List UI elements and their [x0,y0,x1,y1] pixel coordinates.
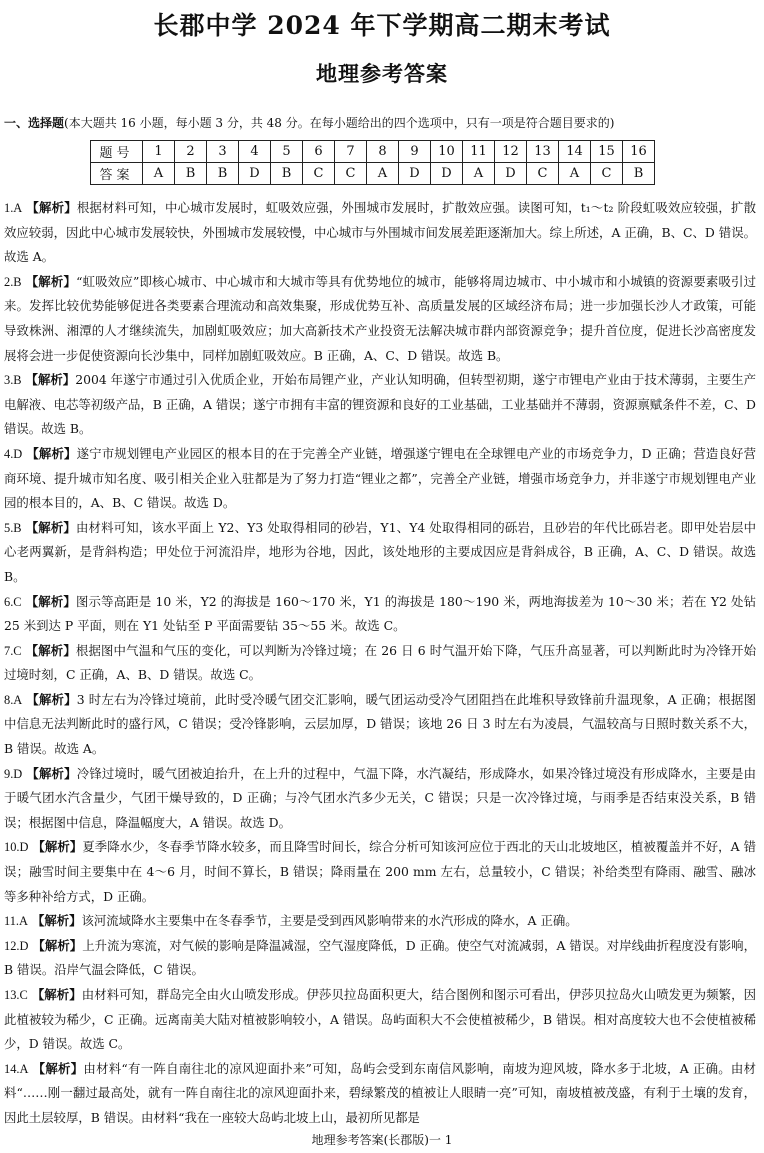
item-text: 冷锋过境时，暖气团被迫抬升，在上升的过程中，气温下降，水汽凝结，形成降水，如果冷锋过境没有形成降水，主要是由于暖气团水汽含量少，气团干燥导致的，D 正确；与冷气团水汽多少无关，C 错误；只是一次冷锋过境，与雨季是否结束没关系，B 错误；根据图中信息，降温幅度大，A 错误。故选 D。 [4,765,757,830]
question-number-cell: 5 [271,141,303,163]
item-number: 12.D [4,938,29,953]
item-text: 由材料可知，该水平面上 Y2、Y3 处取得相同的砂岩，Y1、Y4 处取得相同的砾岩，且砂岩的年代比砾岩老。即甲处岩层中心老两翼新，是背斜构造；甲处位于河流沿岸，地形为谷地，因此，该处地形的主要成因应是背斜成谷，B 正确，A、C、D 错误。故选 B。 [4,519,756,584]
answer-cell: B [175,163,207,185]
explanation-item [4,688,756,762]
answer-row-label: 答案 [91,163,143,185]
explanation-item [4,442,756,516]
section-heading [4,114,760,131]
answer-cell: A [559,163,591,185]
item-text: 由材料可知，群岛完全由火山喷发形成。伊莎贝拉岛面积更大，结合图例和图示可看出，伊莎贝拉岛火山喷发更为频繁，因此植被较为稀少，C 正确。远离南美大陆对植被影响较小，A 错误。岛屿面积大不会使植被稀少，B 错误。相对高度较大也不会使植被稀少，D 错误。故选 C。 [4,987,756,1052]
item-number: 13.C [4,988,28,1002]
analysis-tag: 【解析】 [26,200,77,215]
number-row-label: 题号 [91,141,143,163]
analysis-tag: 【解析】 [32,1060,84,1076]
item-text: 该河流域降水主要集中在冬春季节，主要是受到西风影响带来的水汽形成的降水，A 正确。 [81,913,578,929]
answer-cell: D [495,163,527,185]
analysis-tag: 【解析】 [32,839,83,855]
explanation-item [4,639,756,688]
answer-cell: C [335,163,367,185]
answer-cell: B [623,163,655,185]
item-text: 3 时左右为冷锋过境前，此时受冷暖气团交汇影响，暖气团运动受冷气团阻挡在此堆积导致锋前升温现象，A 正确；根据图中信息无法判断此时的盛行风，C 错误；受冷锋影响，云层加厚，D 错误；该地 26 日 3 时左右为凌晨，气温较高与日照时数关系不大，B 错误。故选 A。 [4,691,756,757]
page-footer: 地理参考答案(长郡版)一 1 [311,1133,453,1147]
analysis-tag: 【解析】 [31,913,82,929]
question-number-cell: 11 [463,141,495,163]
explanation-item [4,934,756,983]
item-number: 4.D [4,446,23,461]
item-number: 7.C [4,643,22,658]
question-number-cell: 1 [143,141,175,163]
question-number-cell: 3 [207,141,239,163]
question-number-cell: 15 [591,141,623,163]
question-number-cell: 8 [367,141,399,163]
item-text: 上升流为寒流，对气候的影响是降温减湿，空气湿度降低，D 正确。使空气对流减弱，A 错误。对岸线曲折程度没有影响，B 错误。沿岸气温会降低，C 错误。 [4,937,757,978]
question-number-cell: 6 [303,141,335,163]
answer-cell: D [239,163,271,185]
answer-cell: C [303,163,335,185]
answer-cell: A [367,163,399,185]
answer-cell: C [591,163,623,185]
question-number-cell: 12 [495,141,527,163]
question-number-cell: 4 [239,141,271,163]
explanation-item [4,196,756,270]
analysis-tag: 【解析】 [32,937,83,953]
item-text: 图示等高距是 10 米，Y2 的海拔是 160～170 米，Y1 的海拔是 180～190 米，两地海拔差为 10～30 米；若在 Y2 处钻 25 米到达 P 平面，则在 Y1 处钻至 P 平面需要钻 35～55 米。故选 C。 [4,593,756,634]
question-number-cell: 2 [175,141,207,163]
answer-cell: D [431,163,463,185]
item-text: 由材料“有一阵自南往北的凉风迎面扑来”可知，岛屿会受到东南信风影响，南坡为迎风坡，降水多于北坡，A 正确。由材料“……刚一翻过最高处，就有一阵自南往北的凉风迎面扑来，碧绿繁茂的植被让人眼睛一亮”可知，南坡植被茂盛，有利于土壤的发育，因此土层较厚，B 错误。由材料“我在一座较大岛屿北坡上山，最初所见都是 [4,1060,757,1125]
explanation-item [4,909,756,934]
question-number-cell: 9 [399,141,431,163]
explanation-item [4,590,756,639]
analysis-tag: 【解析】 [25,593,76,609]
question-number-cell: 10 [431,141,463,163]
item-number: 9.D [4,766,23,781]
analysis-tag: 【解析】 [26,765,77,781]
question-number-cell: 16 [623,141,655,163]
analysis-tag: 【解析】 [25,372,76,388]
answer-cell: A [463,163,495,185]
answer-cell: A [143,163,175,185]
item-number: 5.B [4,520,22,535]
explanation-item [4,983,756,1057]
question-number-cell: 14 [559,141,591,163]
question-number-cell: 7 [335,141,367,163]
question-number-cell: 13 [527,141,559,163]
item-number: 8.A [4,692,23,707]
item-number: 3.B [4,373,22,388]
explanation-item [4,270,756,368]
explanation-item [4,1057,756,1131]
item-text: 2004 年遂宁市通过引入优质企业，开始布局锂产业，产业认知明确，但转型初期，遂宁市锂电产业由于技术薄弱，主要生产电解液、电芯等初级产品，B 正确，A 错误；遂宁市拥有丰富的锂资源和良好的工业基础，工业基础并不薄弱，资源禀赋条件不差，C、D 错误。故选 B。 [4,372,756,437]
answer-cell: C [527,163,559,185]
item-number: 10.D [4,840,29,855]
explanation-item [4,368,756,442]
analysis-tag: 【解析】 [25,519,76,535]
item-number: 14.A [4,1061,29,1076]
item-number: 1.A [4,201,23,215]
analysis-tag: 【解析】 [31,987,82,1002]
analysis-tag: 【解析】 [25,642,76,658]
item-text: 根据材料可知，中心城市发展时，虹吸效应强，外围城市发展时，扩散效应强。读图可知，t₁～t₂ 阶段虹吸效应较强，扩散效应较弱，因此中心城市发展较快，外围城市发展较慢，中心城市与外围城市间发展差距逐渐加大。综上所述，A 正确，B、C、D 错误。故选 A。 [4,200,756,265]
answer-table-number-row [91,141,655,163]
answer-table [90,140,655,185]
item-text: 根据图中气温和气压的变化，可以判断为冷锋过境；在 26 日 6 时气温开始下降，气压升高显著，可以判断此时为冷锋开始过境时刻，C 正确，A、B、D 错误。故选 C。 [4,642,756,683]
answer-cell: D [399,163,431,185]
answer-cell: B [271,163,303,185]
answer-cell: B [207,163,239,185]
item-text: “虹吸效应”即核心城市、中心城市和大城市等具有优势地位的城市，能够将周边城市、中小城市和小城镇的资源要素吸引过来。发挥比较优势能够促进各类要素合理流动和高效集聚，形成优势互补、高质量发展的区域经济布局；进一步加强长沙人才政策，可能导致株洲、湘潭的人才继续流失，加剧虹吸效应；加大高新技术产业投资无法解决城市群内部资源竞争；提升首位度，促进长沙高密度发展将会进一步促使资源向长沙集中，同样加剧虹吸效应。B 正确，A、C、D 错误。故选 B。 [4,273,757,363]
explanation-item [4,762,756,836]
analysis-tag: 【解析】 [26,445,77,461]
page-title: 长郡中学 2024 年下学期高二期末考试 [153,11,611,40]
analysis-tag: 【解析】 [26,691,77,707]
explanation-item [4,835,756,909]
section-label: 一、选择题 [4,116,65,130]
explanation-item [4,516,756,590]
item-number: 6.C [4,594,22,609]
section-instruction: (本大题共 16 小题，每小题 3 分，共 48 分。在每小题给出的四个选项中，只有一项是符合题目要求的) [64,116,615,130]
explanation-list [4,196,756,1131]
page-subtitle: 地理参考答案 [316,61,448,86]
item-text: 遂宁市规划锂电产业园区的根本目的在于完善全产业链，增强遂宁锂电在全球锂电产业的市场竞争力，D 正确；营造良好营商环境、提升城市知名度、吸引相关企业入驻都是为了努力打造“锂业之都”，完善全产业链，增强市场竞争力，并非遂宁市规划锂电产业园的根本目的，A、B、C 错误。故选 D。 [4,445,756,511]
item-number: 2.B [4,274,22,289]
item-number: 11.A [4,914,28,929]
item-text: 夏季降水少，冬春季节降水较多，而且降雪时间长，综合分析可知该河应位于西北的天山北坡地区，植被覆盖并不好，A 错误；融雪时间主要集中在 4～6 月，时间不算长，B 错误；降雨量在 200 mm 左右，总量较小，C 错误；补给类型有降雨、融雪、融冰等多种补给方式，D 正确。 [4,839,756,904]
answer-table-answer-row [91,163,655,185]
analysis-tag: 【解析】 [25,273,77,289]
